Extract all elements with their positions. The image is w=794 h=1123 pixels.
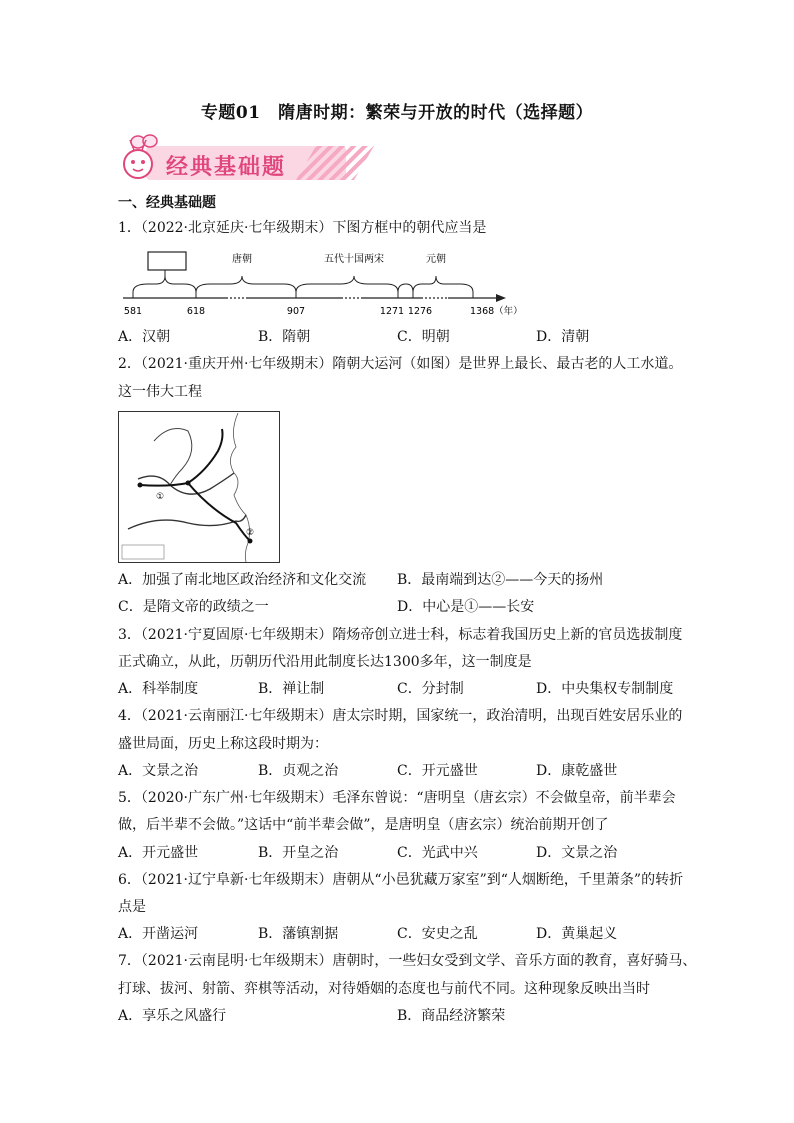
option-b: B．隋朝 <box>258 329 311 345</box>
section-heading: 一、经典基础题 <box>118 195 216 211</box>
question-4-text: 4．（2021·云南丽江·七年级期末）唐太宗时期，国家统一，政治清明，出现百姓安居乐业的 <box>118 708 683 724</box>
timeline-label-wudai: 五代十国两宋 <box>324 254 384 265</box>
question-5-text: 5．（2020·广东广州·七年级期末）毛泽东曾说：“唐明皇（唐玄宗）不会做皇帝，前半辈会 <box>118 790 676 806</box>
question-6-text: 6．（2021·辽宁阜新·七年级期末）唐朝从“小邑犹藏万家室”到“人烟断绝，千里萧条”的转折 <box>118 872 684 888</box>
timeline-year: 907 <box>286 306 306 317</box>
question-6-text: 点是 <box>118 899 146 915</box>
option-b: B．开皇之治 <box>258 845 339 861</box>
timeline-diagram <box>118 246 523 318</box>
option-d: D．黄巢起义 <box>536 926 618 942</box>
timeline-year: 618 <box>186 306 206 317</box>
timeline-year: 1271 <box>379 306 405 317</box>
timeline-label-tang: 唐朝 <box>232 254 252 265</box>
question-2-text: 2．（2021·重庆开州·七年级期末）隋朝大运河（如图）是世界上最长、最古老的人工水道。 <box>118 356 683 372</box>
banner-label: 经典基础题 <box>166 155 287 180</box>
option-c: C．安史之乱 <box>397 926 478 942</box>
map-marker-2: ② <box>246 528 255 538</box>
question-5-text: 做，后半辈不会做。”这话中“前半辈会做”，是唐明皇（唐玄宗）统治前期开创了 <box>118 817 609 833</box>
option-c: C．开元盛世 <box>397 763 478 779</box>
question-3-text: 正式确立，从此，历朝历代沿用此制度长达1300多年，这一制度是 <box>118 654 532 670</box>
option-c: C．光武中兴 <box>397 845 478 861</box>
option-d: D．清朝 <box>536 329 590 345</box>
option-c: C．明朝 <box>397 329 450 345</box>
option-c: C．是隋文帝的政绩之一 <box>118 599 269 615</box>
question-2-text: 这一伟大工程 <box>118 384 202 400</box>
page-title: 专题01 隋唐时期：繁荣与开放的时代（选择题） <box>200 103 594 123</box>
question-7-text: 打球、拔河、射箭、弈棋等活动，对待婚姻的态度也与前代不同。这种现象反映出当时 <box>118 981 650 997</box>
option-d: D．中心是①——长安 <box>397 599 535 615</box>
timeline-label-yuan: 元朝 <box>426 254 446 265</box>
option-b: B．贞观之治 <box>258 763 339 779</box>
timeline-year: 1368（年） <box>470 306 523 317</box>
option-b: B．商品经济繁荣 <box>397 1008 506 1024</box>
question-3-text: 3．（2021·宁夏固原·七年级期末）隋炀帝创立进士科，标志着我国历史上新的官员选拔制度 <box>118 627 683 643</box>
option-c: C．分封制 <box>397 681 464 697</box>
option-a: A．文景之治 <box>118 763 199 779</box>
question-7-text: 7．（2021·云南昆明·七年级期末）唐朝时，一些妇女受到文学、音乐方面的教育，喜好骑马、 <box>118 953 697 969</box>
option-a: A．汉朝 <box>118 329 171 345</box>
option-a: A．开凿运河 <box>118 926 199 942</box>
question-1-text: 1．（2022·北京延庆·七年级期末）下图方框中的朝代应当是 <box>118 220 487 236</box>
option-b: B．最南端到达②——今天的扬州 <box>397 572 604 588</box>
option-b: B．藩镇割据 <box>258 926 339 942</box>
option-b: B．禅让制 <box>258 681 325 697</box>
option-a: A．加强了南北地区政治经济和文化交流 <box>118 572 367 588</box>
option-a: A．科举制度 <box>118 681 199 697</box>
option-a: A．开元盛世 <box>118 845 199 861</box>
option-a: A．享乐之风盛行 <box>118 1008 227 1024</box>
question-4-text: 盛世局面，历史上称这段时期为： <box>118 736 328 752</box>
empty-dynasty-box <box>148 252 186 270</box>
option-d: D．康乾盛世 <box>536 763 618 779</box>
option-d: D．文景之治 <box>536 845 618 861</box>
grand-canal-map <box>118 411 280 563</box>
option-d: D．中央集权专制制度 <box>536 681 674 697</box>
timeline-year: 1276 <box>407 306 433 317</box>
map-marker-1: ① <box>156 492 165 502</box>
timeline-year: 581 <box>123 306 143 317</box>
